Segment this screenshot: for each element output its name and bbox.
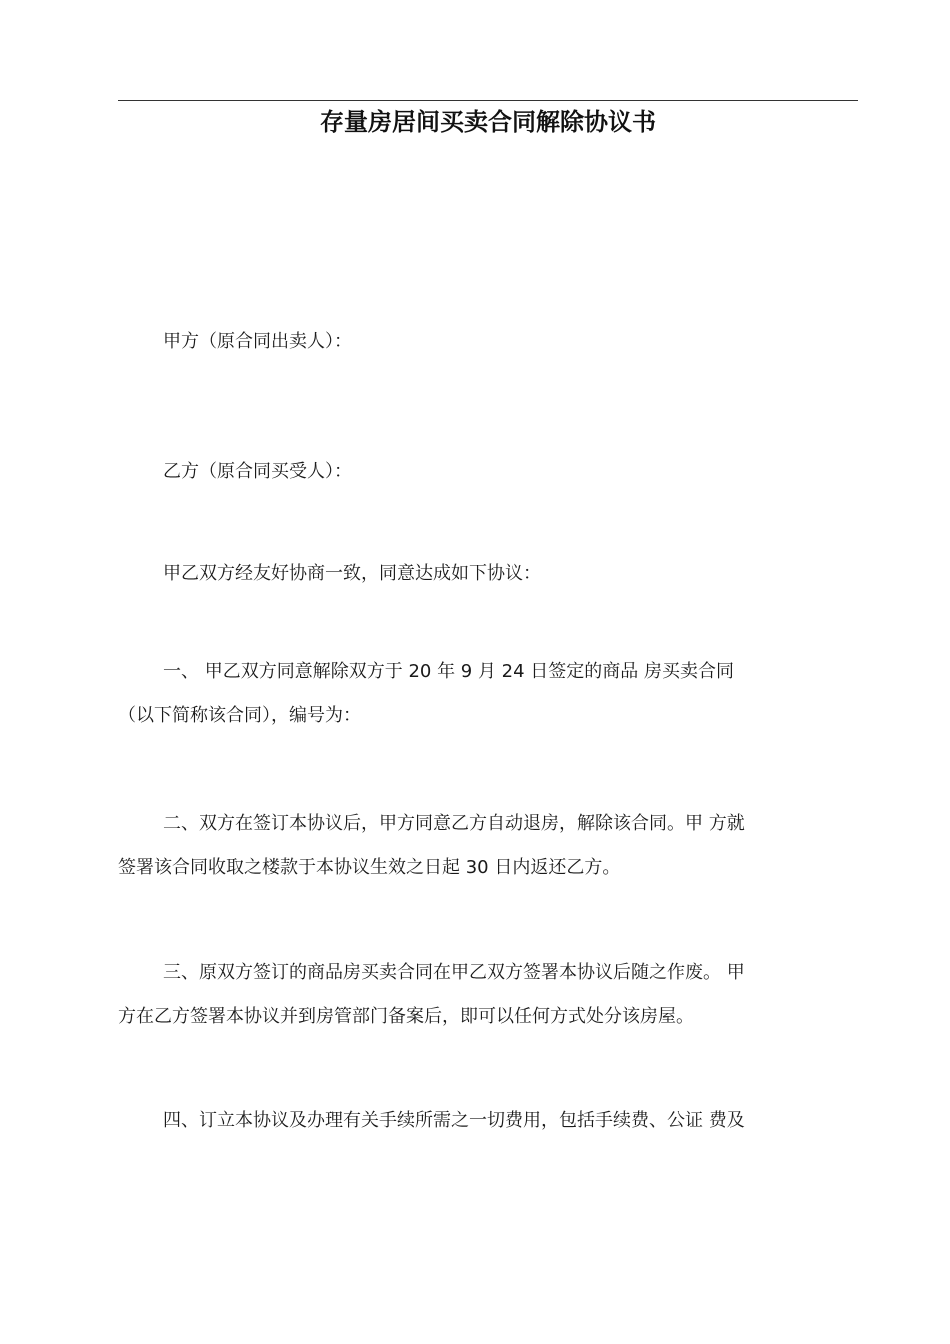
party-b-label: 乙方（原合同买受人）： [163,461,352,482]
clause-2-line-2: 签署该合同收取之楼款于本协议生效之日起 30 日内返还乙方。 [118,857,621,878]
clause-3-line-1: 三、原双方签订的商品房买卖合同在甲乙双方签署本协议后随之作废。 甲 [163,962,745,983]
clause-4-line-1: 四、订立本协议及办理有关手续所需之一切费用，包括手续费、公证 费及 [163,1110,745,1131]
party-a-line [118,320,858,364]
clause-2-line-1: 二、双方在签订本协议后，甲方同意乙方自动退房，解除该合同。甲 方就 [163,813,745,834]
clause-1-line-2: （以下简称该合同），编号为： [118,705,361,726]
party-a-label: 甲方（原合同出卖人）： [163,331,352,352]
intro-paragraph [118,552,858,596]
clause-4-paragraph [118,1099,858,1143]
intro-text: 甲乙双方经友好协商一致，同意达成如下协议： [163,563,541,584]
clause-3-paragraph [118,951,858,1039]
party-b-line [118,450,858,494]
clause-3-line-2: 方在乙方签署本协议并到房管部门备案后，即可以任何方式处分该房屋。 [118,1006,694,1027]
header-rule [118,100,858,101]
clause-1-line-1: 一、 甲乙双方同意解除双方于 20 年 9 月 24 日签定的商品 房买卖合同 [163,661,735,682]
document-title: 存量房居间买卖合同解除协议书 [320,108,656,136]
clause-1-paragraph [118,650,858,738]
clause-2-paragraph [118,802,858,890]
